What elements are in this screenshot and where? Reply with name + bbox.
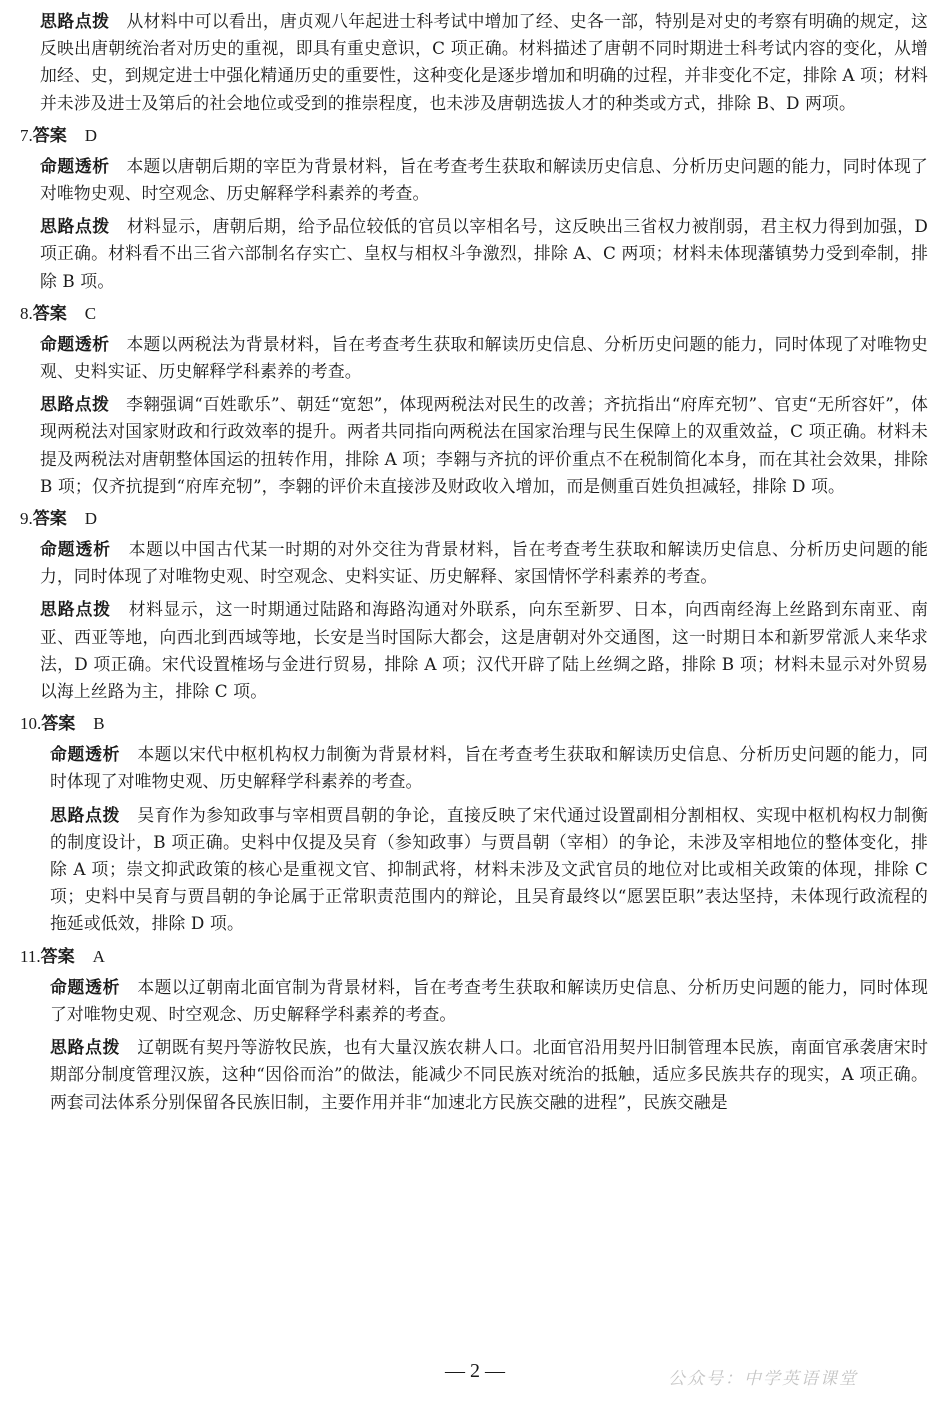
analysis-paragraph <box>40 596 928 705</box>
analysis-paragraph <box>50 802 928 938</box>
analysis-label: 思路点拨 <box>40 394 110 415</box>
answer-label: 答案 <box>32 125 67 146</box>
analysis-paragraph <box>40 213 928 295</box>
analysis-paragraph <box>50 1034 928 1116</box>
answer-label: 答案 <box>32 303 67 324</box>
intent-text: 本题以唐朝后期的宰臣为背景材料，旨在考查考生获取和解读历史信息、分析历史问题的能力，同时体现了对唯物史观、时空观念、历史解释学科素养的考查。 <box>40 155 928 204</box>
intent-text: 本题以两税法为背景材料，旨在考查考生获取和解读历史信息、分析历史问题的能力，同时体现了对唯物史观、史料实证、历史解释学科素养的考查。 <box>40 333 928 382</box>
intent-label: 命题透析 <box>50 976 121 997</box>
answer-label: 答案 <box>40 946 75 967</box>
analysis-paragraph <box>40 391 928 500</box>
intent-paragraph <box>50 741 928 795</box>
answer-line <box>20 944 950 970</box>
intent-label: 命题透析 <box>40 333 110 354</box>
answer-block-7 <box>0 123 950 295</box>
intent-paragraph <box>40 536 928 590</box>
page-footer <box>0 1360 950 1390</box>
question-number: 7. <box>20 125 33 145</box>
question-number: 8. <box>20 303 33 323</box>
analysis-label: 思路点拨 <box>50 1037 121 1058</box>
question-number: 11. <box>20 946 41 966</box>
answer-value: C <box>84 303 97 323</box>
analysis-text: 李翱强调“百姓歌乐”、朝廷“宽恕”，体现两税法对民生的改善；齐抗指出“府库充牣”、官吏“无所容奸”，体现两税法对国家财政和行政效率的提升。两者共同指向两税法在国家治理与民生保障上的双重效益，C 项正确。材料未提及两税法对唐朝整体国运的扭转作用，排除 A 项；李翱与齐抗的评价重点不在税制简化本身，而在其社会效果，排除 B 项；仅齐抗提到“府库充牣”，李翱的评价未直接涉及财政收入增加，而是侧重百姓负担减轻，排除 D 项。 <box>40 394 928 496</box>
analysis-label: 思路点拨 <box>50 804 121 825</box>
answer-value: B <box>93 714 105 734</box>
intent-label: 命题透析 <box>50 744 121 765</box>
intent-paragraph <box>40 331 928 385</box>
answer-label: 答案 <box>32 509 67 530</box>
answer-label: 答案 <box>41 714 76 735</box>
answer-block-6-continued <box>0 8 950 117</box>
intent-text: 本题以中国古代某一时期的对外交往为背景材料，旨在考查考生获取和解读历史信息、分析历史问题的能力，同时体现了对唯物史观、时空观念、史料实证、历史解释、家国情怀学科素养的考查。 <box>40 539 928 587</box>
analysis-label: 思路点拨 <box>40 216 110 237</box>
intent-paragraph <box>50 974 928 1028</box>
analysis-text: 吴育作为参知政事与宰相贾昌朝的争论，直接反映了宋代通过设置副相分割相权、实现中枢机构权力制衡的制度设计，B 项正确。史料中仅提及吴育（参知政事）与贾昌朝（宰相）的争论，未涉及宰相地位的整体变化，排除 A 项；崇文抑武政策的核心是重视文官、抑制武将，材料未涉及文武官员的地位对比或相关政策的体现，排除 C 项；史料中吴育与贾昌朝的争论属于正常职责范围内的辩论，且吴育最终以“愿罢臣职”表达坚持，未体现行政流程的拖延或低效，排除 D 项。 <box>50 804 928 934</box>
answer-line <box>20 711 950 737</box>
analysis-text: 从材料中可以看出，唐贞观八年起进士科考试中增加了经、史各一部，特别是对史的考察有明确的规定，这反映出唐朝统治者对历史的重视，即具有重史意识，C 项正确。材料描述了唐朝不同时期进士科考试内容的变化，从增加经、史，到规定进士中强化精通历史的重要性，这种变化是逐步增加和明确的过程，并非变化不定，排除 A 项；材料并未涉及进士及第后的社会地位或受到的推崇程度，也未涉及唐朝选拔人才的种类或方式，排除 B、D 两项。 <box>40 11 928 113</box>
answer-value: D <box>84 125 98 145</box>
answer-block-11 <box>0 944 950 1116</box>
answer-line <box>20 301 950 327</box>
intent-text: 本题以辽朝南北面官制为背景材料，旨在考查考生获取和解读历史信息、分析历史问题的能力，同时体现了对唯物史观、时空观念、历史解释学科素养的考查。 <box>50 976 928 1024</box>
answer-value: D <box>84 509 98 529</box>
intent-label: 命题透析 <box>40 539 111 560</box>
intent-label: 命题透析 <box>40 155 110 176</box>
watermark: 公众号：中学英语课堂 <box>668 1369 858 1389</box>
question-number: 9. <box>20 509 33 529</box>
answer-block-8 <box>0 301 950 500</box>
answer-value: A <box>92 946 105 966</box>
analysis-text: 材料显示，唐朝后期，给予品位较低的官员以宰相名号，这反映出三省权力被削弱，君主权力得到加强，D 项正确。材料看不出三省六部制名存实亡、皇权与相权斗争激烈，排除 A、C 两项；材料未体现藩镇势力受到牵制，排除 B 项。 <box>40 216 929 291</box>
analysis-label: 思路点拨 <box>40 11 110 31</box>
answer-line <box>20 506 950 532</box>
intent-paragraph <box>40 153 928 207</box>
answer-block-10 <box>0 711 950 937</box>
question-number: 10. <box>20 714 42 734</box>
analysis-paragraph <box>40 8 928 117</box>
answer-block-9 <box>0 506 950 705</box>
document-page <box>0 8 950 1122</box>
answer-line <box>20 123 950 149</box>
intent-text: 本题以宋代中枢机构权力制衡为背景材料，旨在考查考生获取和解读历史信息、分析历史问题的能力，同时体现了对唯物史观、历史解释学科素养的考查。 <box>50 744 928 792</box>
analysis-text: 材料显示，这一时期通过陆路和海路沟通对外联系，向东至新罗、日本，向西南经海上丝路到东南亚、南亚、西亚等地，向西北到西域等地，长安是当时国际大都会，这是唐朝对外交通图，这一时期日本和新罗常派人来华求法，D 项正确。宋代设置榷场与金进行贸易，排除 A 项；汉代开辟了陆上丝绸之路，排除 B 项；材料未显示对外贸易以海上丝路为主，排除 C 项。 <box>40 599 928 702</box>
analysis-text: 辽朝既有契丹等游牧民族，也有大量汉族农耕人口。北面官沿用契丹旧制管理本民族，南面官承袭唐宋时期部分制度管理汉族，这种“因俗而治”的做法，能减少不同民族对统治的抵触，适应多民族共存的现实，A 项正确。两套司法体系分别保留各民族旧制，主要作用并非“加速北方民族交融的进程”，民族交融是 <box>50 1037 928 1112</box>
analysis-label: 思路点拨 <box>40 599 111 620</box>
page-number: — 2 — <box>445 1360 505 1382</box>
